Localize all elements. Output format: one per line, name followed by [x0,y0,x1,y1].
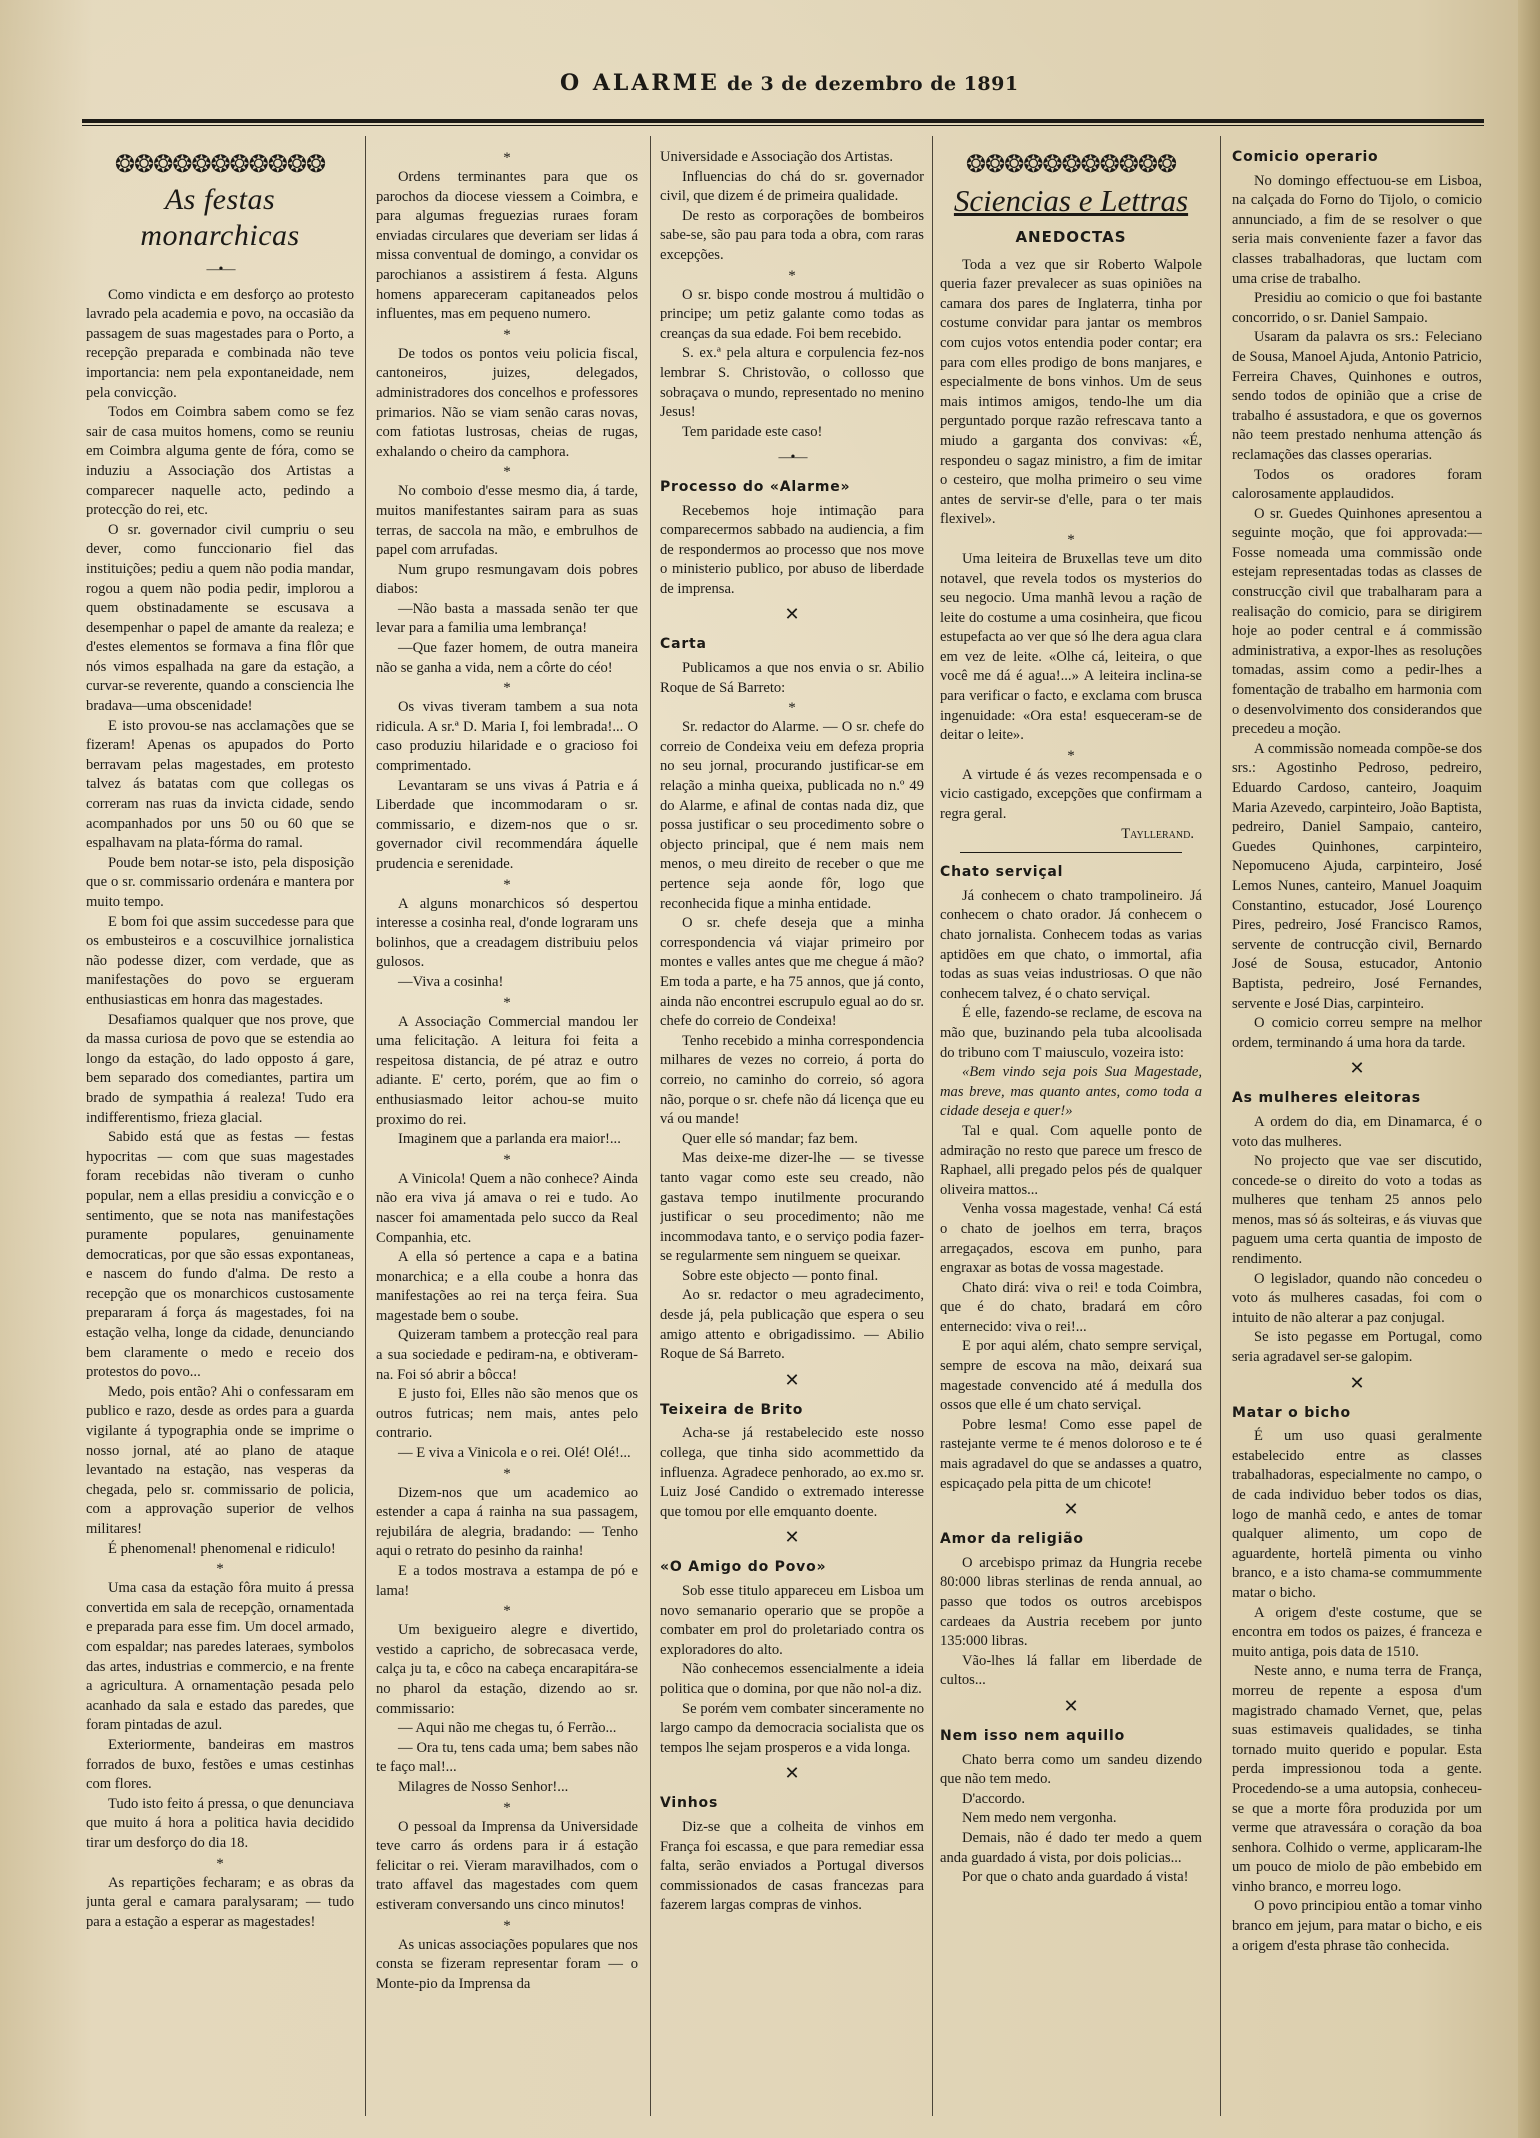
paragraph: —Viva a cosinha! [398,973,504,990]
separator-star: * [216,1855,224,1872]
paragraph: A Vinicola! Quem a não conhece? Ainda não era viva já amava o rei e tudo. Ao nascer foi amamentada pelo succo da Real Companhia, etc. [376,1170,638,1246]
paragraph: O arcebispo primaz da Hungria recebe 80:000 libras sterlinas de renda annual, ao passo que todos os outros arcebispos cardeaes da Austria recebem por junto 135:000 libras. [940,1554,1202,1650]
paragraph: Exteriormente, bandeiras em mastros forrados de buxo, festões e umas cestinhas com flores. [86,1736,354,1793]
paragraph: «Bem vindo seja pois Sua Magestade, mas breve, mas quanto antes, como toda a cidade deseja e quer!» [940,1064,1202,1120]
paragraph: Presidiu ao comicio o que foi bastante concorrido, o sr. Daniel Sampaio. [1232,290,1482,326]
separator-star: * [788,267,796,284]
article-title: As festas monarchicas [140,183,300,252]
paragraph: Universidade e Associação dos Artistas. [660,149,894,165]
separator-cross: ✕ [784,604,800,625]
separator-star: * [503,1465,511,1482]
paragraph: —Não basta a massada senão ter que levar para a familia uma lembrança! [376,600,638,637]
section-ornament: —•— [778,450,806,466]
paragraph: A commissão nomeada compõe-se dos srs.: Agostinho Pedroso, pedreiro, Eduardo Cardoso, canteiro, Joaquim Maria Azevedo, carpinteiro, João Baptista, pedreiro, Daniel Sampaio, canteiro, Guedes Quinhones, carpinteiro, Nepomuceno Ajuda, carpinteiro, José Lemos Nunes, canteiro, Manuel Joaquim Constantino, estucador, José Lourenço Pires, pedreiro, José Francisco Ramos, servente de contrucção civil, Bernardo José de Sousa, estucador, Antonio Baptista, pedreiro, José Fernandes, servente e José Dias, carpinteiro. [1232,740,1482,1012]
paragraph: Acha-se já restabelecido este nosso collega, que tinha sido acommettido da influenza. Agradece penhorado, ao ex.mo sr. Luiz José Candido o extremado interesse que tomou por elle emquanto doente. [660,1425,924,1520]
paragraph: A origem d'este costume, que se encontra em todos os paizes, é franceza e muito antiga, pois data de 1510. [1232,1604,1482,1660]
column-divider [1220,136,1221,2116]
paragraph: É elle, fazendo-se reclame, de escova na mão que, buzinando pela tuba alcoolisada do tribuno com T maiusculo, vozeira isto: [940,1005,1202,1061]
paragraph: No comboio d'esse mesmo dia, á tarde, muitos manifestantes sairam para as suas terras, de saccola na mão, e embrulhos de papel com arrufadas. [376,483,638,559]
paragraph: Neste anno, e numa terra de França, morreu de repente a esposa d'um magistrado chamado Vernet, que, pelas suas estimaveis qualidades, se tinha tornado muito querido e popular. Esta perda impressionou toda a gente. Procedendo-se a uma autopsia, conheceu-se que a morte fôra produzida por um verme que atravessára o coração da boa senhora. Colhido o verme, applicaram-lhe um pouco de miolo de pão embebido em vinho branco, e morreu logo. [1232,1663,1482,1895]
separator-star: * [503,876,511,893]
paragraph: O comicio correu sempre na melhor ordem, terminando á uma hora da tarde. [1232,1015,1482,1051]
column-divider [365,136,366,2116]
masthead [560,70,1019,94]
paragraph: Quer elle só mandar; faz bem. [682,1130,858,1147]
paragraph: Influencias do chá do sr. governador civil, que dizem é de primeira qualidade. [660,168,924,205]
paragraph: O povo principiou então a tomar vinho branco em jejum, para matar o bicho, e eis a origem d'esta phrase tão conhecida. [1232,1898,1482,1954]
section-heading: Carta [660,636,707,653]
section-heading: «O Amigo do Povo» [660,1559,827,1576]
paragraph: As unicas associações populares que nos consta se fizeram representar foram — o Monte-pio da Imprensa da [376,1936,638,1992]
column-3 [660,148,924,2118]
separator-star: * [503,150,511,166]
header-rule [82,119,1484,123]
paragraph: Como vindicta e em desforço ao protesto lavrado pela academia e povo, na occasião da passagem de suas magestades para o Porto, a recepção preparada e combinada não teve importancia: nem pela expontaneidade, nem pela convicção. [86,286,354,401]
separator-star: * [1067,531,1075,548]
column-5 [1232,148,1482,2118]
paragraph: Imaginem que a parlanda era maior!... [398,1131,621,1148]
paragraph: Poude bem notar-se isto, pela disposição que o sr. commissario ordenára e mantera por muito tempo. [86,854,354,910]
header-rule-thin [82,125,1484,126]
section-heading: Comicio operario [1232,149,1379,165]
paragraph: O legislador, quando não concedeu o voto ás mulheres casadas, foi com o intuito de não alterar a paz conjugal. [1232,1270,1482,1326]
column-1 [86,148,354,2118]
paragraph: O sr. bispo conde mostrou á multidão o principe; um petiz galante como todas as creanças da sua edade. Foi bem recebido. [660,286,924,342]
paragraph: As repartições fecharam; e as obras da junta geral e camara paralysaram; — tudo para a estação a esperar as magestades! [86,1874,354,1930]
paragraph: A ordem do dia, em Dinamarca, é o voto das mulheres. [1232,1113,1482,1150]
paragraph: Diz-se que a colheita de vinhos em França foi escassa, e que para remediar essa falta, serão enviados a Portugal diversos commissionados de casas francezas para fazerem largas compras de vinhos. [660,1818,924,1914]
paragraph: Todos os oradores foram calorosamente applaudidos. [1232,466,1482,503]
paragraph: Tem paridade este caso! [682,423,823,440]
paragraph: No domingo effectuou-se em Lisboa, na calçada do Forno do Tijolo, o comicio annunciado, a fim de se resolver o que seria mais conveniente fazer a favor das classes trabalhadoras, que luctam com uma crise de trabalho. [1232,172,1482,287]
paragraph: — Aqui não me chegas tu, ó Ferrão... [398,1720,617,1737]
paragraph: Tal e qual. Com aquelle ponto de admiração no resto que parece um fresco de Raphael, alli pregado pelos pés de qualquer oliveira mattos... [940,1122,1202,1198]
separator-cross: ✕ [784,1369,800,1390]
paragraph: Ao sr. redactor o meu agradecimento, desde já, pela publicação que espera o seu amigo attento e obrigadissimo. — Abilio Roque de Sá Barreto. [660,1287,924,1363]
paragraph: E a todos mostrava a estampa de pó e lama! [376,1563,638,1599]
paragraph: O pessoal da Imprensa da Universidade teve carro ás ordens para ir á estação felicitar o rei. Vieram maravilhados, com o trato affavel das magestades com quem estiveram conversando uns cinco minutos! [376,1818,638,1913]
column-divider [932,136,933,2116]
column-4 [940,148,1202,2118]
paragraph: A Associação Commercial mandou ler uma felicitação. A leitura foi feita a respeitosa distancia, de pé atraz e outro adiante. E' certo, porém, que ao fim o enthusiasmado leitor achou-se muito proximo do rei. [376,1013,638,1128]
separator-star: * [503,464,511,481]
paragraph: Nem medo nem vergonha. [962,1810,1117,1827]
separator-cross: ✕ [784,1527,800,1548]
paragraph: Sr. redactor do Alarme. — O sr. chefe do correio de Condeixa veiu em defeza propria no seu jornal, procurando justificar-se em relação a minha queixa, publicada no n.º 49 do Alarme, e afinal de contas nada diz, que possa justificar o seu procedimento sobre o objecto principal, que é nem mais nem menos, o meu direito de receber o que me pertence seja aonde fôr, logo que reconhecida fique a minha entidade. [660,719,924,912]
paragraph: É um uso quasi geralmente estabelecido entre as classes trabalhadoras, especialmente no campo, o de cada individuo beber todos os dias, logo de manhã cedo, e antes de tomar qualquer alimento, um copo de aguardente, hortelã pimenta ou vinho branco, e a isto chama-se commummente matar o bicho. [1232,1428,1482,1601]
paragraph: E justo foi, Elles não são menos que os outros futricas; nem mais, antes pelo contrario. [376,1386,638,1442]
paragraph: Todos em Coimbra sabem como se fez sair de casa muitos homens, como se reuniu em Coimbra alguma gente de fóra, como se induziu a Associação dos Artistas a comparecer naquelle acto, pedindo a protecção do rei, etc. [86,404,354,519]
section-heading: ANEDOCTAS [1015,228,1127,246]
paragraph: Medo, pois então? Ahi o confessaram em publico e razo, desde as ordes para a guarda vigilante á typographia onde se imprime o nosso jornal, até ao plano de ataque levantado na estação, nas vesperas da chegada, pelo sr. commissario de policia, com a approvação superior de velhos militares! [86,1383,354,1537]
paragraph: Toda a vez que sir Roberto Walpole queria fazer prevalecer as suas opiniões na camara dos pares de Inglaterra, tinha por costume convidar para jantar os membros com cujos votos entendia poder contar; era para com elles prodigo de bons manjares, e especialmente de bons vinhos. Um de seus mais intimos amigos, tendo-lhe um dia perguntado porque razão refrescava tanto a miudo a garganta dos convivas: «É, respondeu o sagaz ministro, a fim de imitar o cesteiro, que molha primeiro o seu vime antes de servir-se d'elle, para o ter mais flexivel». [940,256,1202,528]
paragraph: E bom foi que assim succedesse para que os embusteiros e a coscuvilhice jornalistica não podesse dizer, com verdade, que as manifestações do povo se ergueram enthusiasticas em honra das magestades. [86,913,354,1008]
page-edge [1518,0,1540,2138]
paragraph: —Que fazer homem, de outra maneira não se ganha a vida, nem a côrte do céo! [376,640,638,676]
paragraph: Tudo isto feito á pressa, o que denunciava que muito á hora a politica havia decidido tirar um desforço do dia 18. [86,1795,354,1851]
separator-star: * [216,1561,224,1578]
paragraph: Chato dirá: viva o rei! e toda Coimbra, que é do chato, bradará em côro enternecido: viva o rei!... [940,1279,1202,1335]
paragraph: O sr. chefe deseja que a minha correspondencia vá viajar primeiro por montes e valles antes que me chegue á mão? Em toda a parte, e ha 75 annos, que já conto, ainda não encontrei escrupulo egual ao do sr. chefe do correio de Condeixa! [660,915,924,1030]
separator-cross: ✕ [1349,1372,1365,1393]
ornament-row: ❂❂❂❂❂❂❂❂❂❂❂ [965,150,1177,178]
section-heading: Amor da religião [940,1531,1084,1548]
paragraph: É phenomenal! phenomenal e ridiculo! [108,1540,336,1557]
paragraph: Se isto pegasse em Portugal, como seria agradavel ser-se galopim. [1232,1329,1482,1366]
paragraph: — E viva a Vinicola e o rei. Olé! Olé!... [398,1445,631,1462]
paragraph: Recebemos hoje intimação para comparecermos sabbado na audiencia, a fim de respondermos ao processo que nos move o ministerio publico, por abuso de liberdade de imprensa. [660,502,924,597]
separator-star: * [1067,747,1075,764]
separator-star: * [503,680,511,697]
paragraph: Dizem-nos que um academico ao estender a capa á rainha na sua passagem, rejubilára de alegria, bradando: — Tenho aqui o retrato do pesinho da rainha! [376,1484,638,1560]
paragraph: No projecto que vae ser discutido, concede-se o direito do voto a todas as mulheres que tenham 25 annos pelo menos, mas só ás solteiras, e ás viuvas que paguem uma certa quantia de imposto de rendimento. [1232,1153,1482,1268]
paragraph: Tenho recebido a minha correspondencia milhares de vezes no correio, á porta do correio, no caminho do correio, só agora não, porque o sr. chefe não dá licença que eu vá ou mande! [660,1032,924,1128]
section-heading: As mulheres eleitoras [1232,1090,1421,1107]
separator-star: * [503,1603,511,1620]
section-heading: Vinhos [660,1795,719,1812]
paragraph: Publicamos a que nos envia o sr. Abilio Roque de Sá Barreto: [660,660,924,696]
paragraph: S. ex.ª pela altura e corpulencia fez-nos lembrar S. Christovão, o collosso que sobraçava o mundo, representado no menino Jesus! [660,345,924,421]
section-heading: Teixeira de Brito [660,1401,804,1418]
paragraph: Num grupo resmungavam dois pobres diabos: [376,561,638,598]
separator-star: * [503,1799,511,1816]
paragraph: Quizeram tambem a protecção real para a sua sociedade e pediram-na, e obtiveram-na. Foi só abrir a bôcca! [376,1327,638,1383]
masthead-title: O ALARME [560,70,720,96]
paragraph: Uma leiteira de Bruxellas teve um dito notavel, que revela todos os mysterios do seu negocio. Uma manhã levou a ração de leite do costume a uma cosinheira, que ficou estupefacta ao ver que só lhe dera agua clara em vez de leite. «Olhe cá, leiteira, o que você me dá é agua!...» A leiteira inclina-se para verificar o facto, e exclama com brusca ingenuidade: «Ora esta! esqueceram-se de deitar o leite». [940,550,1202,744]
paragraph: — Ora tu, tens cada uma; bem sabes não te faço mal!... [376,1739,638,1776]
paragraph: Não conhecemos essencialmente a ideia politica que o domina, por que não nol-a diz. [660,1661,924,1697]
paragraph: Se porém vem combater sinceramente no largo campo da democracia socialista que os tempos lhe sejam prosperos e a vida longa. [660,1700,924,1756]
paragraph: Mas deixe-me dizer-lhe — se tivesse tanto vagar como este seu creado, não gastava tempo inutilmente procurando justificar o seu procedimento; não me incommodava tanto, e o serviço podia fazer-se regularmente sem ninguem se queixar. [660,1150,924,1265]
paragraph: Um bexigueiro alegre e divertido, vestido a capricho, de sobrecasaca verde, calça ju ta, e côco na cabeça encarapitára-se no pharol da estação, dizendo ao sr. commissario: [376,1622,638,1717]
section-rule [960,852,1182,853]
section-heading: Processo do «Alarme» [660,478,851,495]
separator-cross: ✕ [784,1763,800,1784]
paragraph: Sob esse titulo appareceu em Lisboa um novo semanario operario que se propõe a combater em prol do proletariado contra os exploradores do alto. [660,1583,924,1658]
separator-star: * [503,994,511,1011]
paragraph: Desafiamos qualquer que nos prove, que da massa curiosa de povo que se estendia ao longo da estação, do lado opposto á gare, bem separado dos comediantes, partira um brado de sympathia á realeza! Tudo era indifferentismo, frieza glacial. [86,1011,354,1126]
paragraph: Demais, não é dado ter medo a quem anda guardado á vista, por dois policias... [940,1829,1202,1866]
column-2 [376,148,638,2118]
section-heading: Matar o bicho [1232,1404,1351,1421]
paragraph: Usaram da palavra os srs.: Feleciano de Sousa, Manoel Ajuda, Antonio Patricio, Ferreira Chaves, Quinhones e outros, sendo todos de opinião que a crise de trabalho é assustadora, e que os governos não teem prestado nenhuma attenção ás reclamações das classes operarias. [1232,329,1482,463]
paragraph: E por aqui além, chato sempre serviçal, sempre de escova na mão, deixará sua magestade convencido até á medulla dos ossos que elle é um chato serviçal. [940,1338,1202,1414]
paragraph: A ella só pertence a capa e a batina monarchica; e a ella coube a honra das manifestações ao rei na terça feira. Sua magestade bem o soube. [376,1249,638,1324]
paragraph: Pobre lesma! Como esse papel de rastejante verme te é menos doloroso e te é mais agradavel do que se andasses a quatro, espicaçado pela pitta de um chicote! [940,1416,1202,1492]
paragraph: Ordens terminantes para que os parochos da diocese viessem a Coimbra, e para algumas freguezias ruraes foram enviadas circulares que deveriam ser lidas á missa conventual de domingo, a convidar os parochianos a assistirem á festa. Alguns homens appareceram capitaneados pelos influentes, mas em pequeno numero. [376,169,638,323]
paragraph: Por que o chato anda guardado á vista! [962,1869,1189,1886]
separator-cross: ✕ [1063,1499,1079,1520]
paragraph: Os vivas tiveram tambem a sua nota ridicula. A sr.ª D. Maria I, foi lembrada!... O caso produziu hilaridade e o gracioso foi comprimentado. [376,699,638,775]
paragraph: Vão-lhes lá fallar em liberdade de cultos... [940,1652,1202,1689]
paragraph: Chato berra como um sandeu dizendo que não tem medo. [940,1751,1202,1788]
paragraph: Sabido está que as festas — festas hypocritas — com que suas magestades foram recebidas não tiveram o cunho popular, nem a ellas presidiu a convicção e o sentimento, que se nota nas manifestações puramente populares, genuinamente democraticas, por que são essas expontaneas, e nascem do fundo d'alma. De resto a recepção que os monarchicos custosamente prepararam á força ás magestades, foi na estação velha, longe da cidade, denunciando bem claramente o medo e receio dos protestos do povo... [86,1129,354,1381]
separator-star: * [788,700,796,717]
separator-cross: ✕ [1349,1058,1365,1079]
paragraph: De todos os pontos veiu policia fiscal, cantoneiros, juizes, delegados, administradores dos concelhos e professores primarios. Não se viam senão caras novas, com fatiotas lustrosas, cheias de rugas, exhalando o cheiro da camphora. [376,345,638,460]
paragraph: Venha vossa magestade, venha! Cá está o chato de joelhos em terra, braços arregaçados, escova em punho, para engraxar as botas de vossa magestade. [940,1201,1202,1277]
separator-star: * [503,1917,511,1934]
paragraph: O sr. governador civil cumpriu o seu dever, como funccionario fiel das instituições; pediu a quem não podia mandar, rogou a quem não podia pedir, implorou a quem obstinadamente se escusava a desempenhar o papel de amante da realeza; e d'estes elementos se formava a fina flôr que nós vimos espalhada na gare da estação, a curvar-se reverente, quando a consciencia lhe bradava—uma obscenidade! [86,521,354,715]
separator-star: * [503,1151,511,1168]
title-ornament: —•— [206,262,234,277]
paragraph: Uma casa da estação fôra muito á pressa convertida em sala de recepção, ornamentada e preparada para esse fim. Um docel armado, com espaldar; nas paredes lateraes, symbolos das artes, industrias e commercio, e na frente a agricultura. A ornamentação pesada pelo acanhado da sala e estado das paredes, que foram pintadas de azul. [86,1580,354,1734]
paragraph: Sobre este objecto — ponto final. [682,1267,879,1284]
masthead-date: de 3 de dezembro de 1891 [726,73,1019,95]
paragraph: A virtude é ás vezes recompensada e o vicio castigado, excepções que confirmam a regra geral. [940,766,1202,823]
paragraph: E isto provou-se nas acclamações que se fizeram! Apenas os apupados do Porto berravam pelas magestades, em protesto talvez ás batatas com que collegas os correram nas ruas da invicta cidade, sendo acompanhados por uns 50 ou 60 que se espalhavam na plata-fórma do ramal. [86,717,354,852]
ornament-row: ❂❂❂❂❂❂❂❂❂❂❂ [114,150,326,178]
section-heading: Nem isso nem aquillo [940,1727,1126,1744]
paragraph: Levantaram se uns vivas á Patria e á Liberdade que incommodaram o sr. commissario, e dizem-nos que o sr. governador civil recommendára áquelle prudencia e serenidade. [376,777,638,872]
paragraph: De resto as corporações de bombeiros sabe-se, são pau para toda a obra, com raras excepções. [660,207,924,263]
section-heading: Chato serviçal [940,864,1064,881]
paragraph: Milagres de Nosso Senhor!... [398,1778,569,1795]
signature: Tayllerand. [1121,825,1194,842]
separator-star: * [503,326,511,343]
paragraph: A alguns monarchicos só despertou interesse a cosinha real, d'onde lograram uns bolinhos, que a creadagem distribuiu pelos gulosos. [376,895,638,971]
paragraph: D'accordo. [962,1790,1025,1807]
paragraph: O sr. Guedes Quinhones apresentou a seguinte moção, que foi approvada:—Fosse nomeada uma commissão onde estejam representadas todas as classes de construcção civil que trabalharam para a realisação do comicio, para se dirigirem hoje ao poder central e á commissão administrativa, a expor-lhes as resoluções tomadas, assim como a pedir-lhes a fomentação de trabalho em harmonia com o desenvolvimento dos considerandos que precedeu a moção. [1232,505,1482,738]
column-divider [650,136,651,2116]
separator-cross: ✕ [1063,1695,1079,1716]
section-title: Sciencias e Lettras [953,183,1189,218]
paragraph: Já conhecem o chato trampolineiro. Já conhecem o chato orador. Já conhecem o chato jornalista. Conhecem todas as varias aptidões em que chato, o immortal, afia todas as suas veias industriosas. O que não conhecem talvez, é o chato serviçal. [940,887,1202,1002]
